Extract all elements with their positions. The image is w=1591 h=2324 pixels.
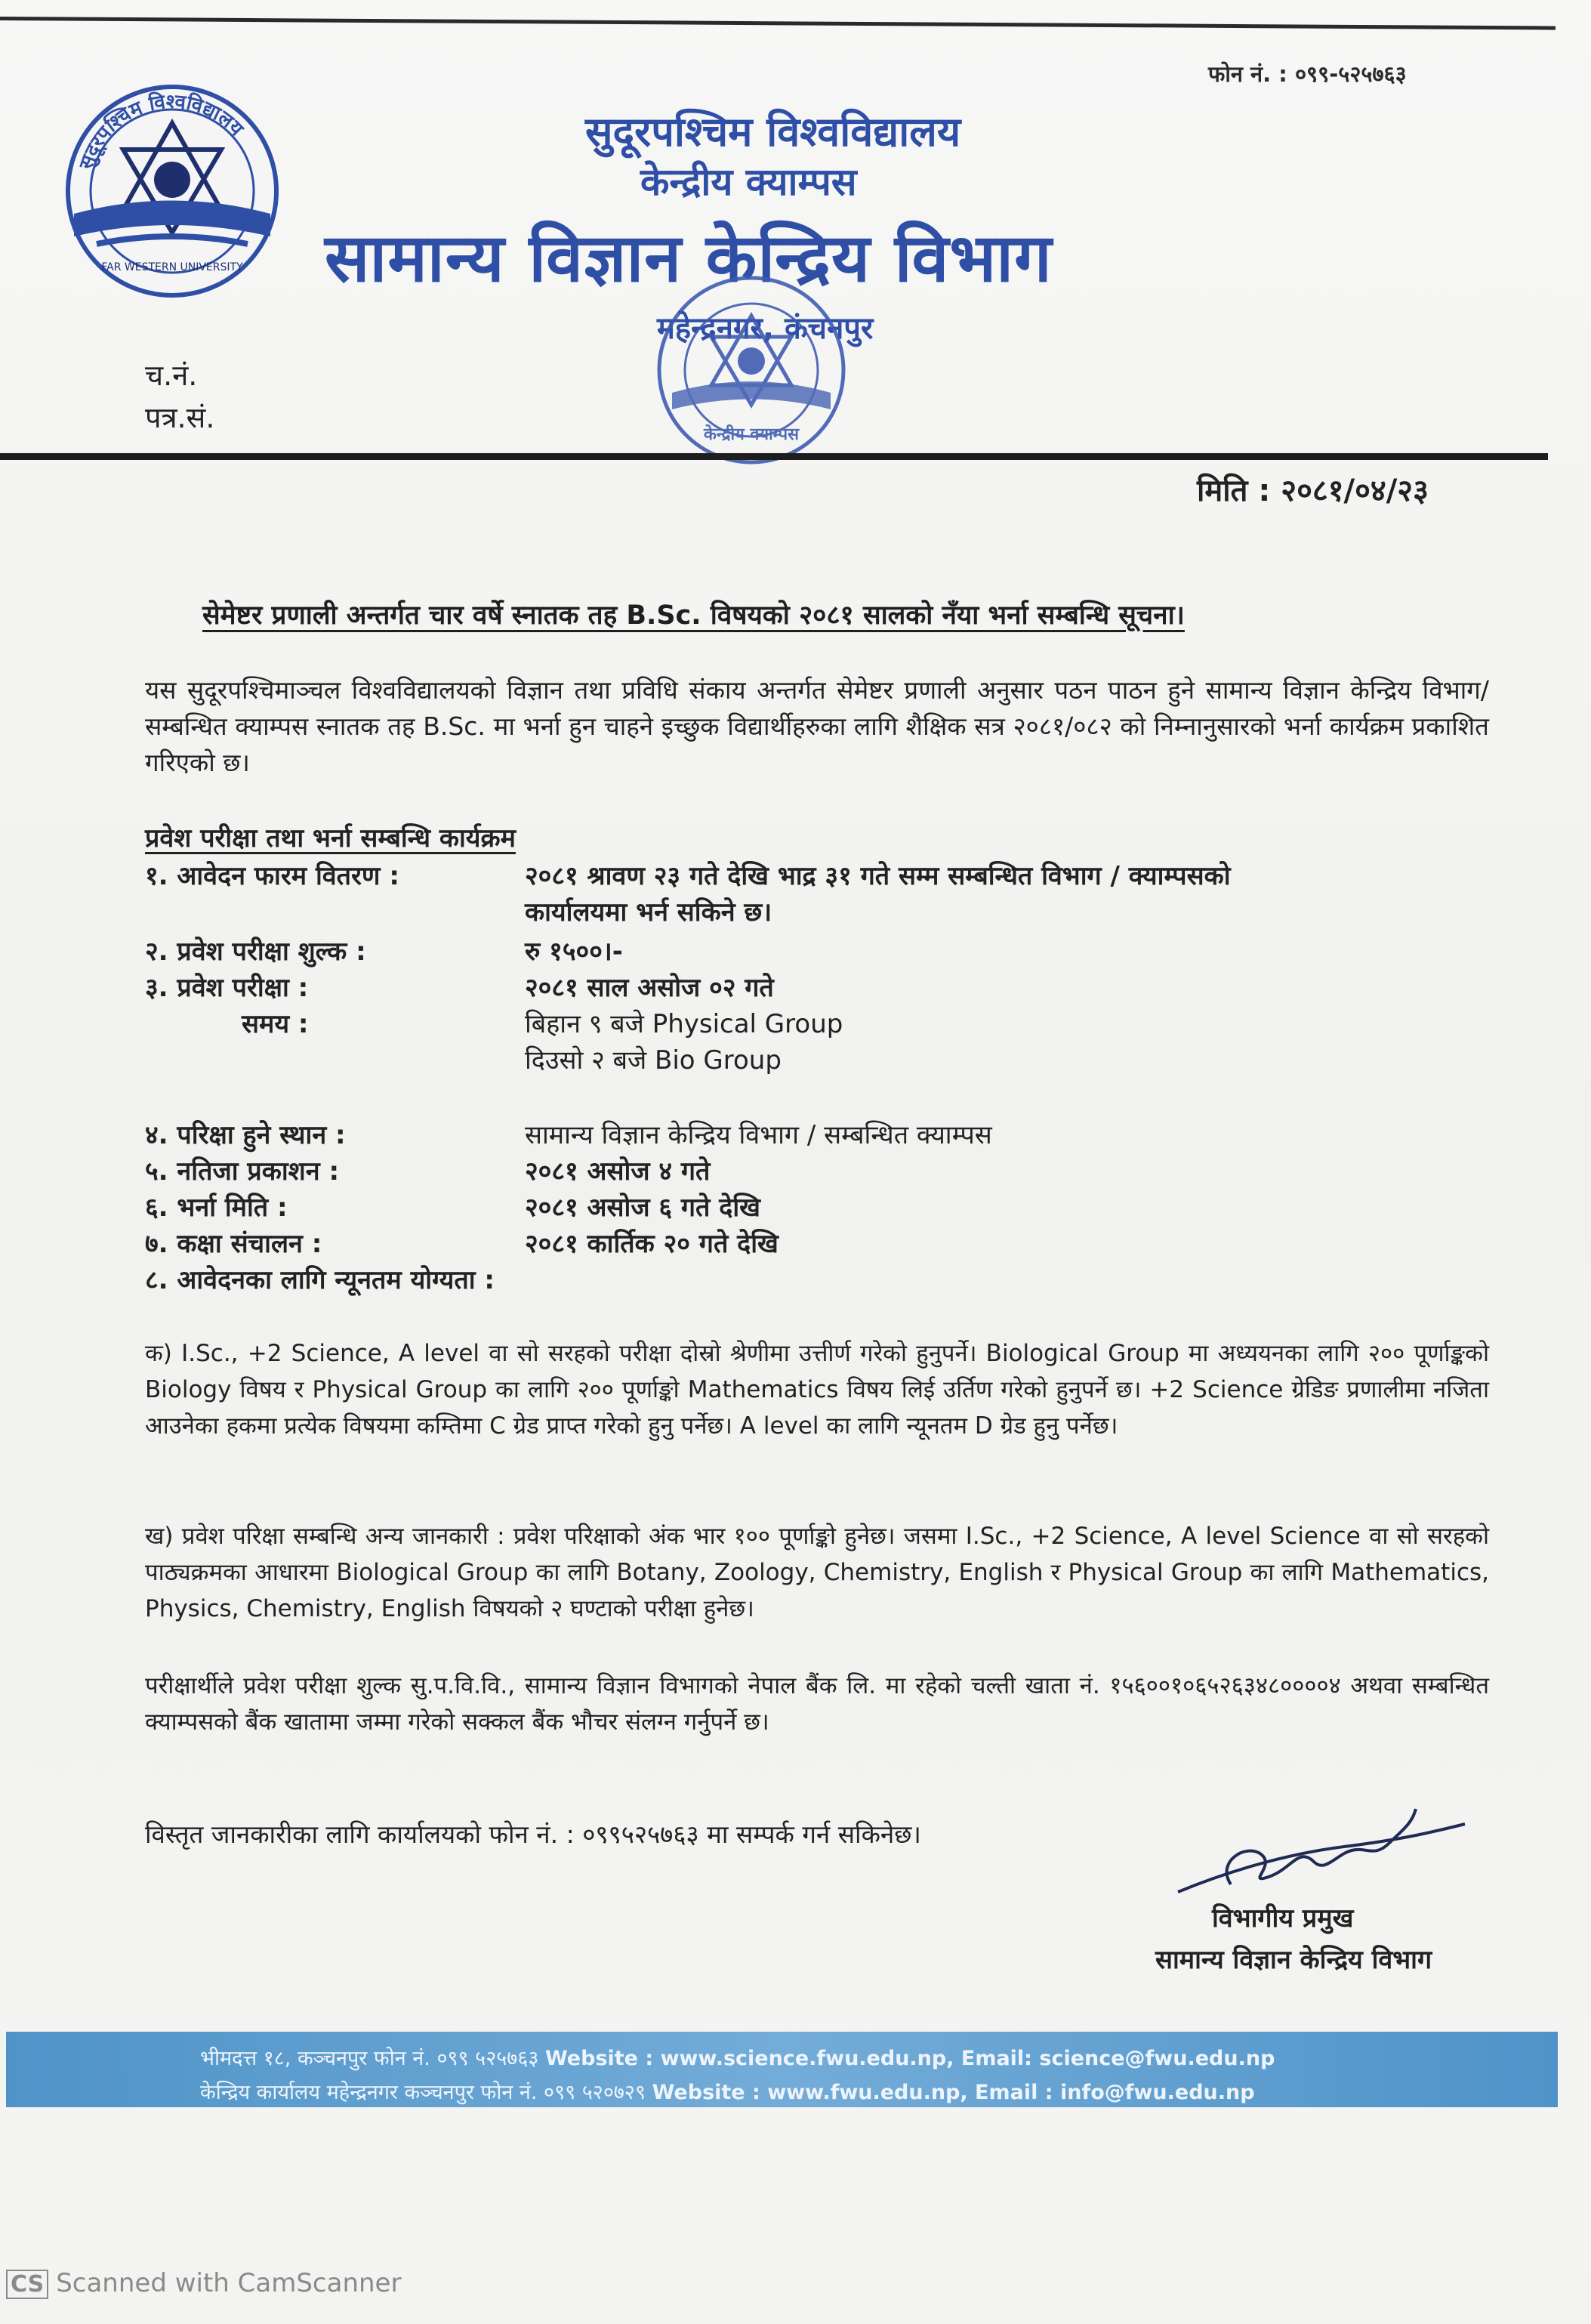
signatory-title: विभागीय प्रमुख — [1212, 1903, 1354, 1934]
program-row-label: ४. परिक्षा हुने स्थान : — [145, 1120, 346, 1150]
notice-title: सेमेष्टर प्रणाली अन्तर्गत चार वर्षे स्नातक तह B.Sc. विषयको २०८१ सालको नँया भर्ना सम्बन्धि सूचना। — [202, 600, 1185, 631]
program-row-label: २. प्रवेश परीक्षा शुल्क : — [145, 937, 366, 967]
program-row-label: समय : — [242, 1009, 309, 1039]
program-row-value: बिहान ९ बजे Physical Group — [525, 1009, 843, 1039]
logo-text-np: सुदूरपश्चिम विश्वविद्यालय — [75, 90, 248, 172]
program-row-label: ७. कक्षा संचालन : — [145, 1229, 322, 1259]
program-row-value-cont: दिउसो २ बजे Bio Group — [525, 1045, 782, 1076]
footer-address-1: भीमदत्त १८, कञ्चनपुर फोन नं. ०९९ ५२५७६३ — [200, 2047, 539, 2070]
university-logo — [59, 82, 285, 304]
seal-text: केन्द्रीय क्याम्पस — [703, 425, 800, 444]
location: महेन्द्रनगर, कंचनपुर — [657, 311, 874, 346]
fee-paragraph: परीक्षार्थीले प्रवेश परीक्षा शुल्क सु.प.वि.वि., सामान्य विज्ञान विभागको नेपाल बैंक लि. मा रहेको चल्ती खाता नं. १५६००१०६५२६३४८००००४ अथवा सम्बन्धित क्याम्पसको बैंक खातामा जम्मा गरेको सक्कल बैंक भौचर संलग्न गर्नुपर्ने छ। — [145, 1672, 1489, 1736]
footer-web-1: Website : www.science.fwu.edu.np, Email: science@fwu.edu.np — [544, 2047, 1275, 2070]
camscanner-text: Scanned with CamScanner — [56, 2268, 402, 2298]
reference-patra-no: पत्र.सं. — [145, 401, 215, 434]
notice-date: मिति : २०८१/०४/२३ — [1197, 474, 1429, 508]
program-row-label: ५. नतिजा प्रकाशन : — [145, 1156, 340, 1187]
camscanner-badge: CS — [6, 2270, 48, 2299]
intro-paragraph: यस सुदूरपश्चिमाञ्चल विश्वविद्यालयको विज्ञान तथा प्रविधि संकाय अन्तर्गत सेमेष्टर प्रणाली अनुसार पठन पाठन हुने सामान्य विज्ञान केन्द्रिय विभाग/ सम्बन्धित क्याम्पस स्नातक तह B.Sc. मा भर्ना हुन चाहने इच्छुक विद्यार्थीहरुका लागि शैक्षिक सत्र २०८१/०८२ को निम्नानुसारको भर्ना कार्यक्रम प्रकाशित गरिएको छ। — [145, 675, 1489, 777]
header-phone: फोन नं. : ०९९-५२५७६३ — [1208, 61, 1407, 87]
program-heading: प्रवेश परीक्षा तथा भर्ना सम्बन्धि कार्यक्रम — [145, 823, 516, 853]
program-row-value: सामान्य विज्ञान केन्द्रिय विभाग / सम्बन्धित क्याम्पस — [525, 1120, 992, 1150]
campus-name: केन्द्रीय क्याम्पस — [640, 160, 857, 204]
camscanner-watermark — [6, 2268, 401, 2299]
footer-address-2: केन्द्रिय कार्यालय महेन्द्रनगर कञ्चनपुर फोन नं. ०९९ ५२०७२९ — [200, 2081, 646, 2104]
department-name: सामान्य विज्ञान केन्द्रिय विभाग — [325, 219, 1053, 297]
footer-web-2: Website : www.fwu.edu.np, Email : info@fwu.edu.np — [652, 2081, 1255, 2104]
program-row-value: २०८१ श्रावण २३ गते देखि भाद्र ३१ गते सम्म सम्बन्धित विभाग / क्याम्पसको — [525, 861, 1231, 891]
logo-text-en: FAR WESTERN UNIVERSITY — [101, 261, 243, 273]
university-name: सुदूरपश्चिम विश्वविद्यालय — [585, 108, 961, 156]
program-row-label: १. आवेदन फारम वितरण : — [145, 861, 399, 891]
program-row-value: २०८१ असोज ६ गते देखि — [525, 1193, 760, 1223]
program-row-value: रु १५००।- — [525, 937, 623, 967]
program-row-value-cont: कार्यालयमा भर्न सकिने छ। — [525, 897, 772, 927]
footer-line-2 — [200, 2077, 1255, 2105]
exam-info-paragraph: ख) प्रवेश परिक्षा सम्बन्धि अन्य जानकारी : प्रवेश परिक्षाको अंक भार १०० पूर्णाङ्को हुनेछ। जसमा I.Sc., +2 Science, A level Science वा सो सरहको पाठ्यक्रमका आधारमा Biological Group का लागि Botany, Zoology, Chemistry, English र Physical Group का लागि Mathematics, Physics, Chemistry, English विषयको २ घण्टाको परीक्षा हुनेछ। — [145, 1523, 1489, 1622]
program-row-label: ८. आवेदनका लागि न्यूनतम योग्यता : — [145, 1265, 495, 1295]
program-row-value: २०८१ कार्तिक २० गते देखि — [525, 1229, 779, 1259]
footer-line-1 — [200, 2043, 1275, 2071]
program-row-label: ३. प्रवेश परीक्षा : — [145, 973, 309, 1003]
program-row-label: ६. भर्ना मिति : — [145, 1193, 288, 1223]
reference-cha-no: च.नं. — [145, 359, 198, 392]
header-rule — [0, 453, 1548, 460]
signature — [1163, 1801, 1480, 1910]
eligibility-paragraph: क) I.Sc., +2 Science, A level वा सो सरहको परीक्षा दोस्रो श्रेणीमा उत्तीर्ण गरेको हुनुपर्ने। Biological Group मा अध्ययनका लागि २०० पूर्णाङ्कको Biology विषय र Physical Group का लागि २०० पूर्णाङ्को Mathematics विषय लिई उर्तिण गरेको हुनुपर्ने छ। +2 Science ग्रेडिङ प्रणालीमा नजिता आउनेका हकमा प्रत्येक विषयमा कम्तिमा C ग्रेड प्राप्त गरेको हुनु पर्नेछ। A level का लागि न्यूनतम D ग्रेड हुनु पर्नेछ। — [145, 1340, 1489, 1440]
program-row-value: २०८१ साल असोज ०२ गते — [525, 973, 774, 1003]
signatory-department: सामान्य विज्ञान केन्द्रिय विभाग — [1155, 1945, 1432, 1975]
contact-paragraph: विस्तृत जानकारीका लागि कार्यालयको फोन नं. : ०९९५२५७६३ मा सम्पर्क गर्न सकिनेछ। — [145, 1819, 921, 1849]
program-row-value: २०८१ असोज ४ गते — [525, 1156, 711, 1187]
